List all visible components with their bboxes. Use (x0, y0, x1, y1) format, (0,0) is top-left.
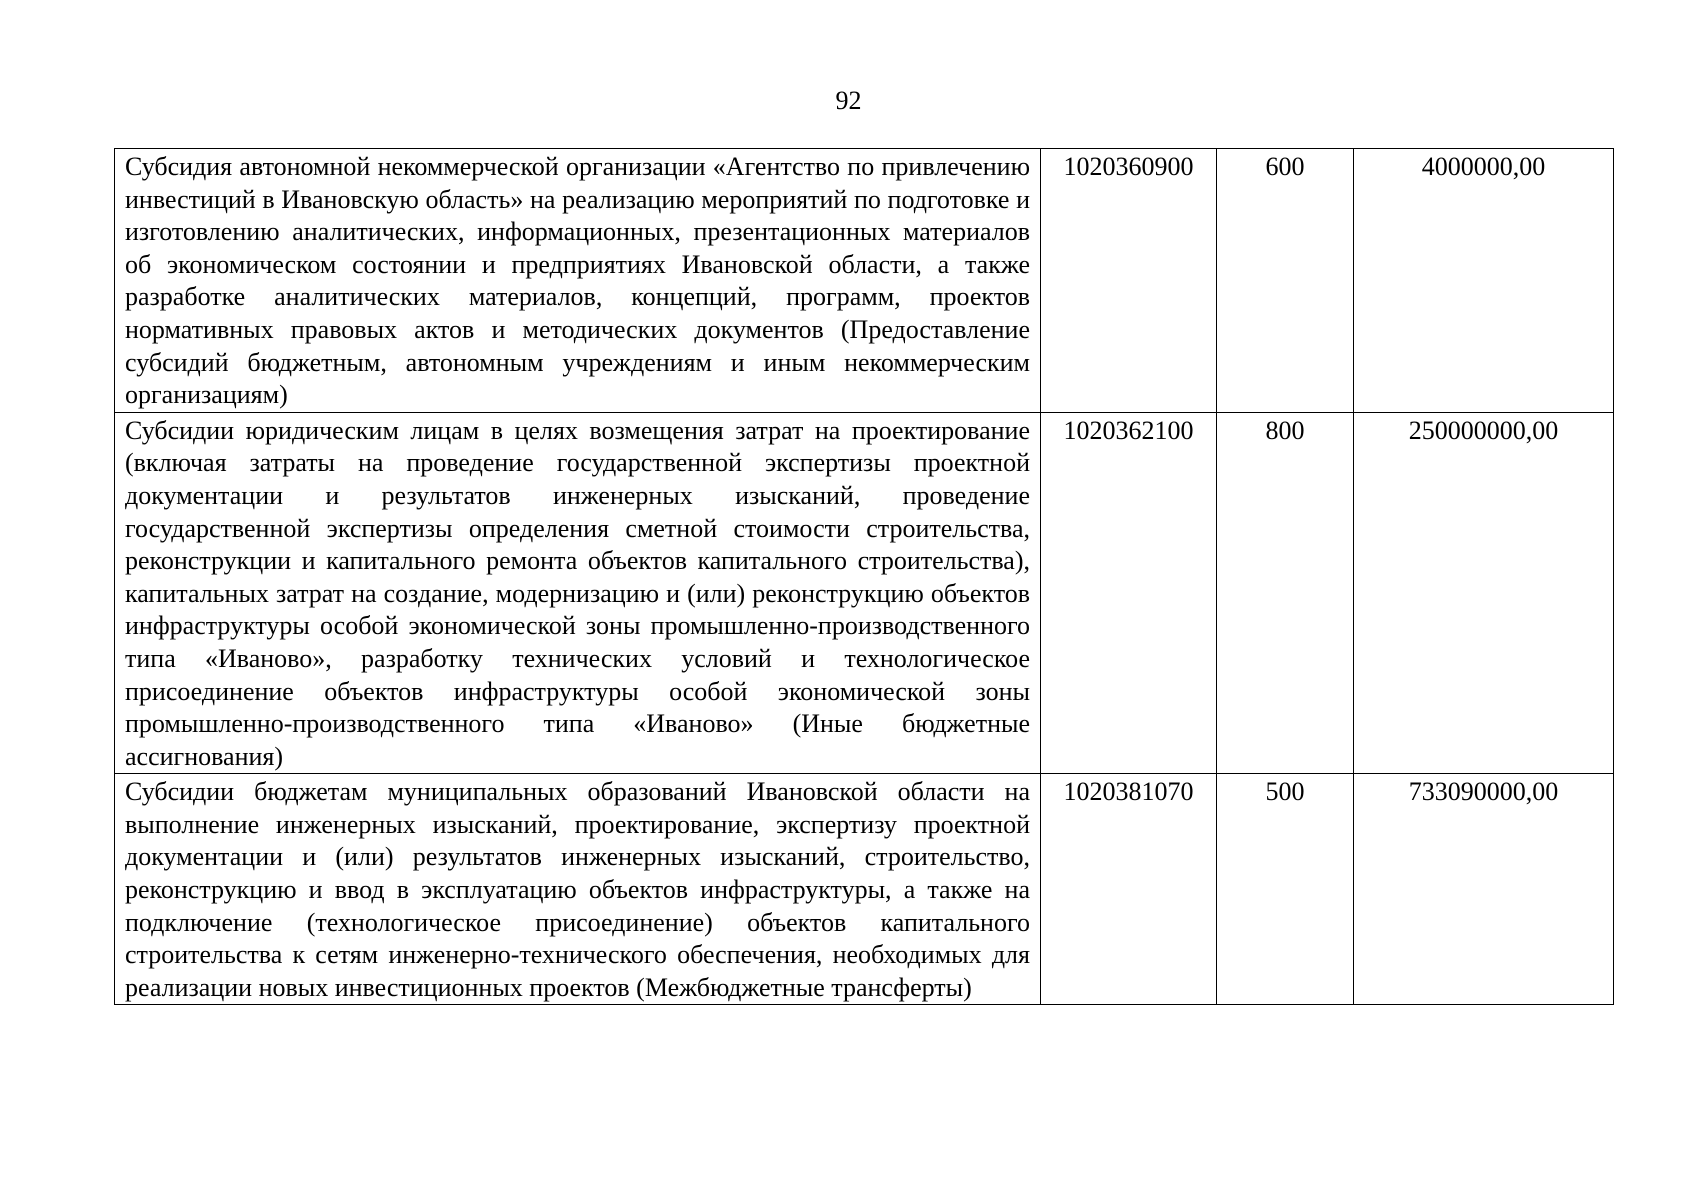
page-number: 92 (835, 86, 862, 115)
table-row (115, 149, 1614, 413)
row-amount: 733090000,00 (1354, 774, 1614, 1005)
row-description: Субсидии бюджетам муниципальных образований Ивановской области на выполнение инженерных изысканий, проектирование, экспертизу проектной документации и (или) результатов инженерных изысканий, строительство, реконструкцию и ввод в эксплуатацию объектов инфраструктуры, а также на подключение (технологическое присоединение) объектов капитального строительства к сетям инженерно-технического обеспечения, необходимых для реализации новых инвестиционных проектов (Межбюджетные трансферты) (115, 774, 1041, 1005)
budget-table (114, 148, 1614, 1005)
row-expense-type: 500 (1217, 774, 1354, 1005)
row-target-code: 1020360900 (1041, 149, 1217, 413)
row-amount: 4000000,00 (1354, 149, 1614, 413)
row-description: Субсидия автономной некоммерческой организации «Агентство по привлечению инвестиций в Ивановскую область» на реализацию мероприятий по подготовке и изготовлению аналитических, информационных, презентационных материалов об экономическом состоянии и предприятиях Ивановской области, а также разработке аналитических материалов, концепций, программ, проектов нормативных правовых актов и методических документов (Предоставление субсидий бюджетным, автономным учреждениям и иным некоммерческим организациям) (115, 149, 1041, 413)
row-target-code: 1020362100 (1041, 412, 1217, 774)
table-row (115, 412, 1614, 774)
row-target-code: 1020381070 (1041, 774, 1217, 1005)
row-expense-type: 800 (1217, 412, 1354, 774)
row-amount: 250000000,00 (1354, 412, 1614, 774)
row-expense-type: 600 (1217, 149, 1354, 413)
row-description: Субсидии юридическим лицам в целях возмещения затрат на проектирование (включая затраты на проведение государственной экспертизы проектной документации и результатов инженерных изысканий, проведение государственной экспертизы определения сметной стоимости строительства, реконструкции и капитального ремонта объектов капитального строительства), капитальных затрат на создание, модернизацию и (или) реконструкцию объектов инфраструктуры особой экономической зоны промышленно-производственного типа «Иваново», разработку технических условий и технологическое присоединение объектов инфраструктуры особой экономической зоны промышленно-производственного типа «Иваново» (Иные бюджетные ассигнования) (115, 412, 1041, 774)
table-row (115, 774, 1614, 1005)
